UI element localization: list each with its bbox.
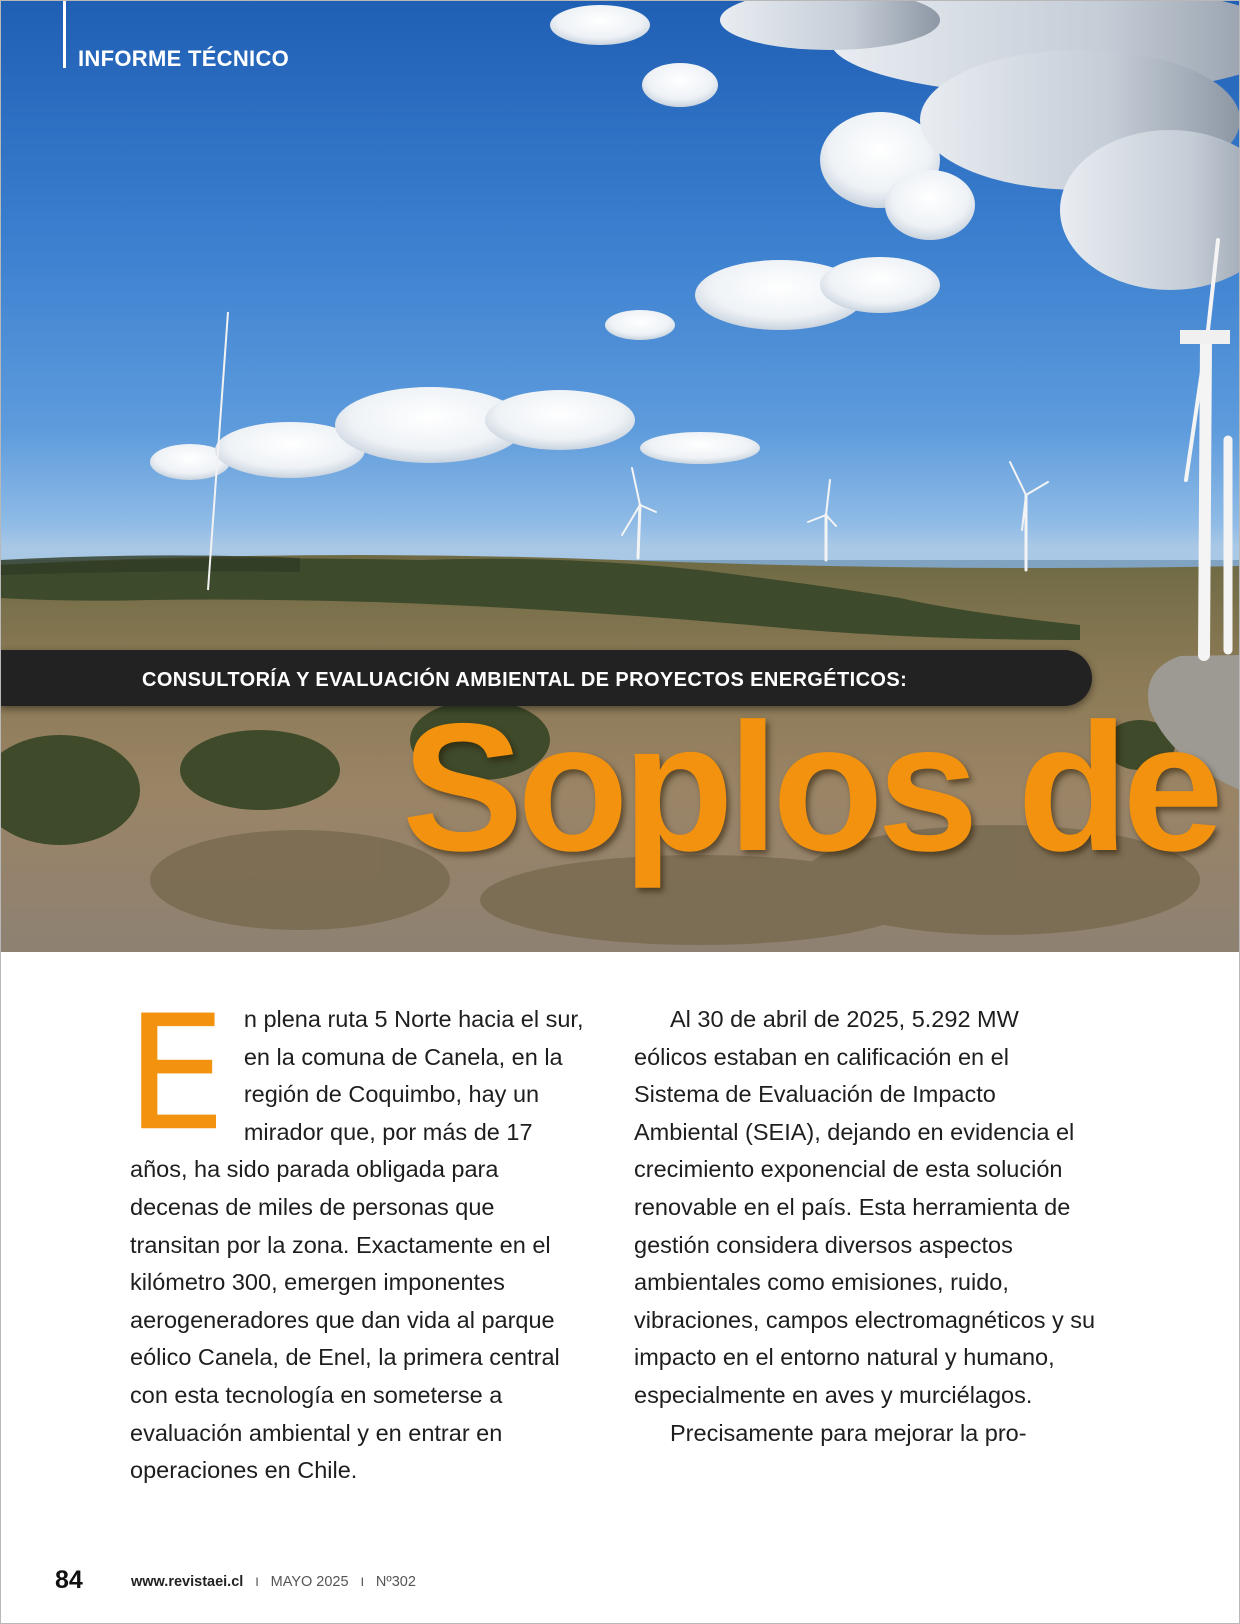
headline: Soplos de (402, 685, 1218, 889)
footer-info (131, 1574, 416, 1590)
section-rule (63, 0, 66, 68)
clouds (150, 5, 975, 480)
article-column-right (634, 1001, 1096, 1452)
paragraph: Al 30 de abril de 2025, 5.292 MW eólicos estaban en calificación en el Sistema de Evaluación de Impacto Ambiental (SEIA), dejando en evidencia el crecimiento exponencial de esta solución renovable en el país. Esta herramienta de gestión considera diversos aspectos ambientales como emisiones, ruido, vibraciones, campos electromagnéticos y su impacto en el entorno natural y humano, especialmente en aves y murciélagos. (634, 1006, 1096, 1408)
dropcap: E (126, 982, 226, 1166)
kicker-text: CONSULTORÍA Y EVALUACIÓN AMBIENTAL DE PROYECTOS ENERGÉTICOS: (142, 669, 908, 691)
storm-clouds (720, 0, 1240, 290)
page-number: 84 (55, 1566, 83, 1594)
article-column-left (126, 982, 585, 1490)
paragraph: n plena ruta 5 Norte hacia el sur, en la comuna de Canela, en la región de Coquimbo, hay un mirador que, por más de 17 años, ha sido parada obligada para decenas de miles de personas que transitan por la zona. Exactamente en el kilómetro 300, emergen imponentes aerogeneradores que dan vida al parque eólico Canela, de Enel, la primera central con esta tecnología en someterse a evaluación ambiental y en entrar en operaciones en Chile. (130, 1006, 584, 1484)
separator: I (360, 1575, 364, 1589)
separator: I (255, 1575, 259, 1589)
section-label: INFORME TÉCNICO (78, 46, 290, 71)
issue-date: MAYO 2025 (270, 1574, 349, 1590)
website-link[interactable]: www.revistaei.cl (131, 1574, 244, 1590)
paragraph: Precisamente para mejorar la pro- (670, 1419, 1027, 1446)
issue-number: Nº302 (375, 1574, 416, 1590)
